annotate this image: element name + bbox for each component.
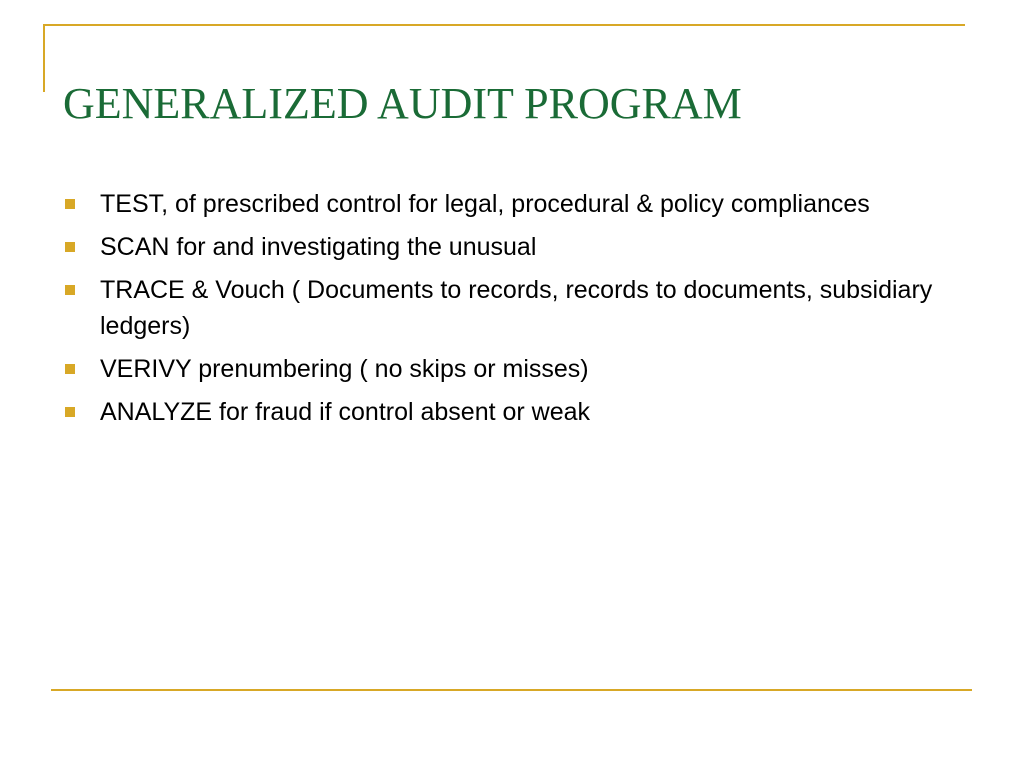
bullet-item [63,186,963,222]
top-border-line [43,24,965,26]
bullet-text: VERIVY prenumbering ( no skips or misses) [100,355,589,383]
bullet-item [63,229,963,265]
bullet-text: ANALYZE for fraud if control absent or weak [100,398,591,426]
square-bullet-icon [65,285,75,295]
left-border-line [43,24,45,92]
bullet-item [63,272,963,344]
square-bullet-icon [65,364,75,374]
bullet-item [63,394,963,430]
square-bullet-icon [65,407,75,417]
bullet-text: TRACE & Vouch ( Documents to records, records to documents, subsidiary ledgers) [100,276,933,340]
bullet-list [63,186,963,437]
square-bullet-icon [65,242,75,252]
bullet-text: SCAN for and investigating the unusual [100,233,537,261]
bullet-item [63,351,963,387]
square-bullet-icon [65,199,75,209]
slide-title: GENERALIZED AUDIT PROGRAM [63,79,742,128]
bottom-border-line [51,689,972,691]
bullet-text: TEST, of prescribed control for legal, procedural & policy compliances [100,190,870,218]
